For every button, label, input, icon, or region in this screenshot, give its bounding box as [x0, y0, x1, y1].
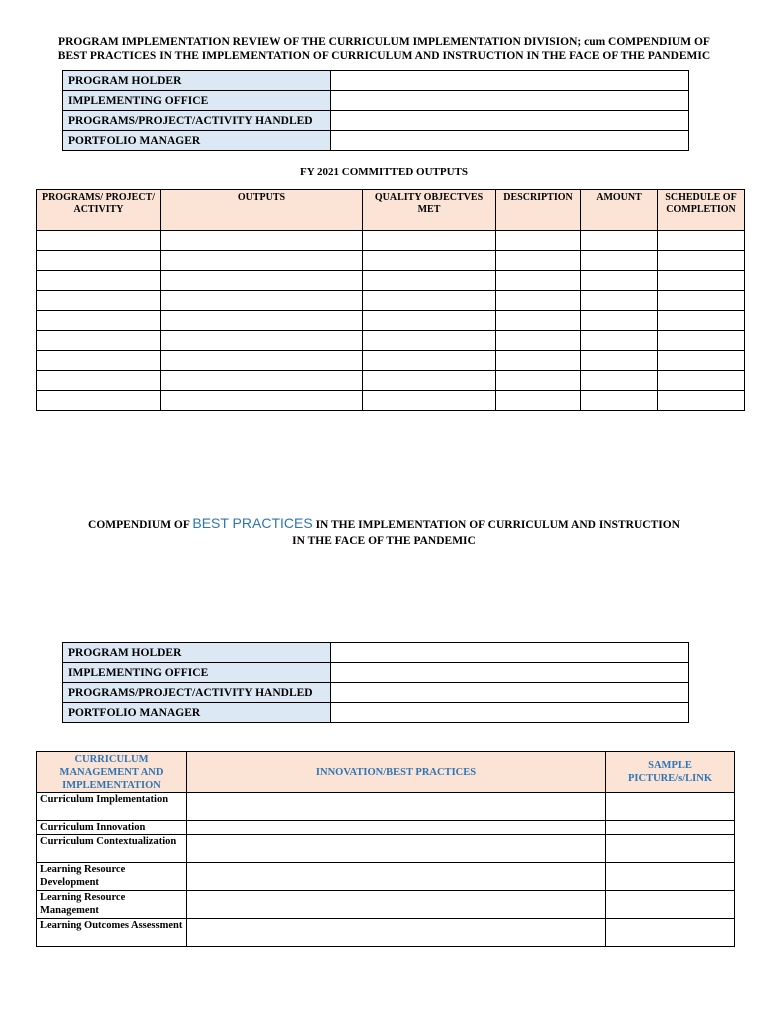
table-row [37, 371, 745, 391]
program-holder-field[interactable] [331, 643, 689, 663]
info-row [63, 131, 689, 151]
portfolio-manager-label: PORTFOLIO MANAGER [63, 131, 331, 151]
table-cell[interactable] [606, 821, 735, 835]
compendium-title-post: IN THE IMPLEMENTATION OF CURRICULUM AND INSTRUCTION [312, 519, 680, 531]
table-row [37, 835, 735, 863]
table-cell[interactable] [658, 391, 745, 411]
table-cell[interactable] [581, 331, 658, 351]
row-label-curriculum-contextualization: Curriculum Contextualization [37, 835, 187, 863]
row-label-learning-outcomes-assessment: Learning Outcomes Assessment [37, 919, 187, 947]
table-cell[interactable] [161, 331, 363, 351]
col-header-curriculum-management: CURRICULUM MANAGEMENT AND IMPLEMENTATION [37, 752, 187, 793]
page-title [30, 35, 738, 63]
table-row [37, 271, 745, 291]
table-cell[interactable] [496, 391, 581, 411]
table-cell[interactable] [37, 251, 161, 271]
table-row [37, 351, 745, 371]
table-cell[interactable] [581, 351, 658, 371]
table-cell[interactable] [363, 251, 496, 271]
table-cell[interactable] [37, 231, 161, 251]
table-row [37, 793, 735, 821]
table-cell[interactable] [187, 863, 606, 891]
row-label-curriculum-innovation: Curriculum Innovation [37, 821, 187, 835]
best-practices-table [36, 751, 735, 947]
table-row [37, 291, 745, 311]
table-cell[interactable] [658, 331, 745, 351]
program-holder-label: PROGRAM HOLDER [63, 71, 331, 91]
table-row [37, 863, 735, 891]
outputs-header-row [37, 190, 745, 231]
table-cell[interactable] [658, 271, 745, 291]
table-cell[interactable] [187, 821, 606, 835]
compendium-title-line-2: IN THE FACE OF THE PANDEMIC [292, 535, 476, 547]
table-row [37, 891, 735, 919]
program-holder-label: PROGRAM HOLDER [63, 643, 331, 663]
table-cell[interactable] [581, 311, 658, 331]
table-cell[interactable] [363, 311, 496, 331]
table-cell[interactable] [581, 251, 658, 271]
title-line-1: PROGRAM IMPLEMENTATION REVIEW OF THE CURRICULUM IMPLEMENTATION DIVISION; cum COMPENDIUM OF [58, 36, 710, 48]
portfolio-manager-label: PORTFOLIO MANAGER [63, 703, 331, 723]
row-label-learning-resource-management: Learning Resource Management [37, 891, 187, 919]
table-row [37, 251, 745, 271]
table-cell[interactable] [37, 271, 161, 291]
table-cell[interactable] [581, 391, 658, 411]
table-cell[interactable] [363, 371, 496, 391]
table-cell[interactable] [37, 311, 161, 331]
info-row [63, 111, 689, 131]
program-info-table-2 [62, 642, 689, 723]
compendium-title-pre: COMPENDIUM OF [88, 519, 193, 531]
table-cell[interactable] [37, 291, 161, 311]
table-cell[interactable] [658, 351, 745, 371]
portfolio-manager-field[interactable] [331, 703, 689, 723]
info-row [63, 683, 689, 703]
title-line-2: BEST PRACTICES IN THE IMPLEMENTATION OF CURRICULUM AND INSTRUCTION IN THE FACE OF THE PANDEMIC [57, 50, 711, 62]
table-cell[interactable] [606, 863, 735, 891]
programs-handled-label: PROGRAMS/PROJECT/ACTIVITY HANDLED [63, 111, 331, 131]
table-cell[interactable] [496, 311, 581, 331]
info-row [63, 663, 689, 683]
implementing-office-label: IMPLEMENTING OFFICE [63, 91, 331, 111]
col-header-outputs: OUTPUTS [161, 190, 363, 231]
table-cell[interactable] [363, 351, 496, 371]
table-cell[interactable] [37, 331, 161, 351]
col-header-description: DESCRIPTION [496, 190, 581, 231]
program-holder-field[interactable] [331, 71, 689, 91]
table-cell[interactable] [161, 251, 363, 271]
table-cell[interactable] [37, 351, 161, 371]
table-cell[interactable] [658, 251, 745, 271]
table-cell[interactable] [37, 391, 161, 411]
table-row [37, 821, 735, 835]
table-cell[interactable] [187, 891, 606, 919]
col-header-amount: AMOUNT [581, 190, 658, 231]
outputs-title: FY 2021 COMMITTED OUTPUTS [300, 166, 468, 178]
table-cell[interactable] [187, 835, 606, 863]
table-cell[interactable] [496, 331, 581, 351]
table-cell[interactable] [496, 271, 581, 291]
table-cell[interactable] [581, 271, 658, 291]
table-row [37, 231, 745, 251]
programs-handled-field[interactable] [331, 683, 689, 703]
table-cell[interactable] [581, 291, 658, 311]
table-cell[interactable] [161, 231, 363, 251]
table-cell[interactable] [658, 291, 745, 311]
table-cell[interactable] [606, 891, 735, 919]
best-header-row [37, 752, 735, 793]
programs-handled-label: PROGRAMS/PROJECT/ACTIVITY HANDLED [63, 683, 331, 703]
table-cell[interactable] [161, 311, 363, 331]
compendium-title-line-1 [30, 515, 738, 533]
table-cell[interactable] [606, 835, 735, 863]
table-row [37, 919, 735, 947]
program-info-table-1 [62, 70, 689, 151]
info-row [63, 71, 689, 91]
implementing-office-field[interactable] [331, 663, 689, 683]
table-cell[interactable] [161, 271, 363, 291]
col-header-innovation: INNOVATION/BEST PRACTICES [187, 752, 606, 793]
table-cell[interactable] [658, 311, 745, 331]
table-cell[interactable] [363, 331, 496, 351]
table-row [37, 391, 745, 411]
info-row [63, 643, 689, 663]
implementing-office-label: IMPLEMENTING OFFICE [63, 663, 331, 683]
table-row [37, 311, 745, 331]
table-cell[interactable] [496, 351, 581, 371]
table-cell[interactable] [161, 391, 363, 411]
table-cell[interactable] [187, 919, 606, 947]
table-cell[interactable] [161, 291, 363, 311]
table-cell[interactable] [606, 793, 735, 821]
table-cell[interactable] [363, 231, 496, 251]
row-label-learning-resource-development: Learning Resource Development [37, 863, 187, 891]
col-header-quality-objectives: QUALITY OBJECTVES MET [363, 190, 496, 231]
portfolio-manager-field[interactable] [331, 131, 689, 151]
col-header-schedule: SCHEDULE OF COMPLETION [658, 190, 745, 231]
programs-handled-field[interactable] [331, 111, 689, 131]
best-practices-highlight: BEST PRACTICES [192, 515, 313, 531]
col-header-programs: PROGRAMS/ PROJECT/ ACTIVITY [37, 190, 161, 231]
row-label-curriculum-implementation: Curriculum Implementation [37, 793, 187, 821]
table-cell[interactable] [496, 251, 581, 271]
table-cell[interactable] [658, 231, 745, 251]
info-row [63, 703, 689, 723]
table-cell[interactable] [161, 371, 363, 391]
table-cell[interactable] [363, 271, 496, 291]
table-cell[interactable] [606, 919, 735, 947]
table-cell[interactable] [496, 291, 581, 311]
table-cell[interactable] [658, 371, 745, 391]
table-cell[interactable] [496, 231, 581, 251]
table-cell[interactable] [187, 793, 606, 821]
table-cell[interactable] [37, 371, 161, 391]
table-cell[interactable] [161, 351, 363, 371]
committed-outputs-table [36, 189, 745, 411]
table-cell[interactable] [581, 231, 658, 251]
table-cell[interactable] [363, 291, 496, 311]
implementing-office-field[interactable] [331, 91, 689, 111]
compendium-title [30, 515, 738, 549]
table-row [37, 331, 745, 351]
table-cell[interactable] [363, 391, 496, 411]
table-cell[interactable] [581, 371, 658, 391]
table-cell[interactable] [496, 371, 581, 391]
info-row [63, 91, 689, 111]
col-header-sample-picture: SAMPLE PICTURE/s/LINK [606, 752, 735, 793]
